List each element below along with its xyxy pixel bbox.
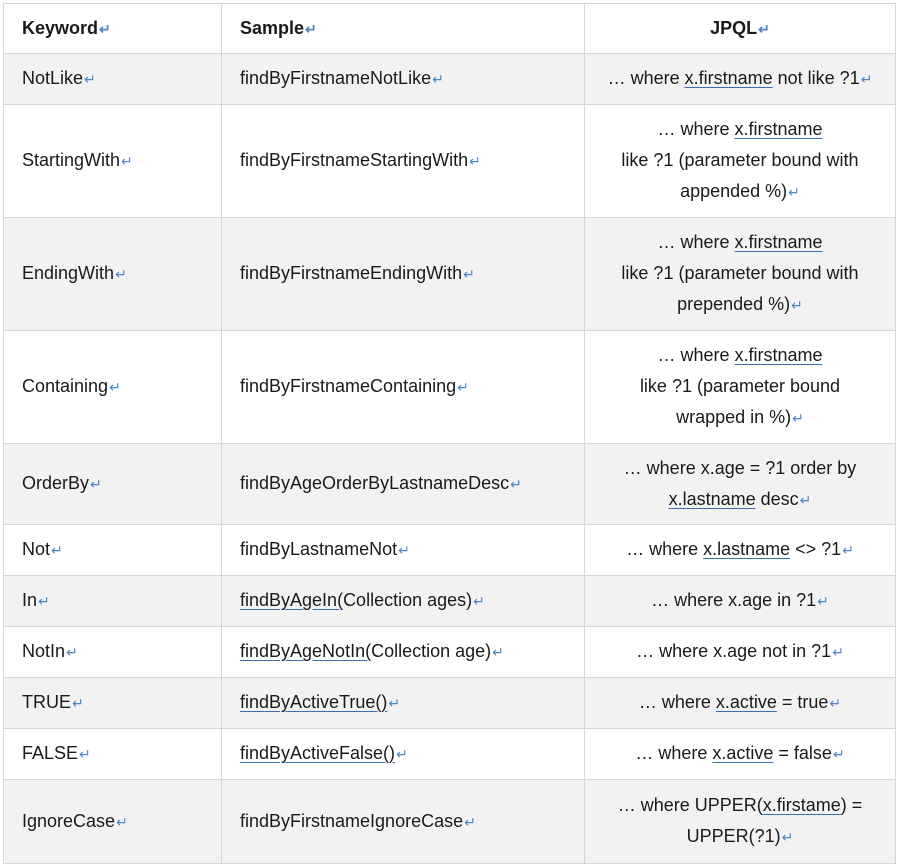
sample-cell: findByFirstnameContaining↵ [222, 331, 585, 444]
jpql-cell: … where x.age = ?1 order by x.lastname desc↵ [585, 444, 896, 525]
return-mark-icon: ↵ [115, 266, 127, 282]
keyword-cell: TRUE↵ [4, 678, 222, 729]
return-mark-icon: ↵ [860, 71, 873, 87]
sample-cell: findByActiveFalse()↵ [222, 729, 585, 780]
table-row [4, 331, 896, 444]
return-mark-icon: ↵ [788, 184, 800, 200]
return-mark-icon: ↵ [457, 379, 469, 395]
return-mark-icon: ↵ [473, 593, 485, 609]
return-mark-icon: ↵ [38, 593, 50, 609]
table-row [4, 627, 896, 678]
keyword-cell: StartingWith↵ [4, 105, 222, 218]
sample-cell: findByAgeOrderByLastnameDesc↵ [222, 444, 585, 525]
return-mark-icon: ↵ [432, 71, 444, 87]
jpql-cell: … where x.firstname not like ?1↵ [585, 54, 896, 105]
return-mark-icon: ↵ [832, 746, 845, 762]
return-mark-icon: ↵ [79, 746, 91, 762]
return-mark-icon: ↵ [109, 379, 121, 395]
return-mark-icon: ↵ [464, 813, 476, 830]
table-row [4, 444, 896, 525]
keyword-cell: FALSE↵ [4, 729, 222, 780]
keyword-cell: EndingWith↵ [4, 218, 222, 331]
sample-cell: findByFirstnameStartingWith↵ [222, 105, 585, 218]
return-mark-icon: ↵ [84, 71, 96, 87]
sample-cell: findByLastnameNot↵ [222, 525, 585, 576]
return-mark-icon: ↵ [817, 593, 829, 609]
return-mark-icon: ↵ [51, 542, 63, 558]
jpql-cell: … where x.active = true↵ [585, 678, 896, 729]
keyword-cell: OrderBy↵ [4, 444, 222, 525]
keyword-cell: IgnoreCase↵ [4, 780, 222, 864]
table-row [4, 729, 896, 780]
jpql-cell: … where UPPER(x.firstame) = UPPER(?1)↵ [585, 780, 896, 864]
sample-cell: findByAgeIn(Collection ages)↵ [222, 576, 585, 627]
header-sample: Sample↵ [222, 4, 585, 54]
return-mark-icon: ↵ [829, 695, 842, 711]
jpql-cell: … where x.firstname like ?1 (parameter bound wrapped in %)↵ [585, 331, 896, 444]
return-mark-icon: ↵ [305, 20, 317, 37]
sample-cell: findByAgeNotIn(Collection age)↵ [222, 627, 585, 678]
return-mark-icon: ↵ [398, 542, 410, 558]
return-mark-icon: ↵ [99, 20, 111, 37]
keyword-cell: NotLike↵ [4, 54, 222, 105]
table-row [4, 525, 896, 576]
return-mark-icon: ↵ [116, 813, 128, 830]
return-mark-icon: ↵ [792, 410, 804, 426]
jpql-cell: … where x.lastname <> ?1↵ [585, 525, 896, 576]
jpql-cell: … where x.age not in ?1↵ [585, 627, 896, 678]
sample-cell: findByFirstnameNotLike↵ [222, 54, 585, 105]
return-mark-icon: ↵ [388, 695, 401, 711]
return-mark-icon: ↵ [66, 644, 78, 660]
return-mark-icon: ↵ [72, 695, 84, 711]
header-keyword: Keyword↵ [4, 4, 222, 54]
keyword-table [3, 3, 896, 864]
table-row [4, 54, 896, 105]
keyword-cell: In↵ [4, 576, 222, 627]
return-mark-icon: ↵ [758, 20, 770, 37]
keyword-cell: NotIn↵ [4, 627, 222, 678]
return-mark-icon: ↵ [510, 476, 522, 492]
jpql-cell: … where x.firstname like ?1 (parameter bound with appended %)↵ [585, 105, 896, 218]
sample-cell: findByFirstnameEndingWith↵ [222, 218, 585, 331]
sample-cell: findByFirstnameIgnoreCase↵ [222, 780, 585, 864]
return-mark-icon: ↵ [121, 153, 133, 169]
return-mark-icon: ↵ [396, 746, 408, 762]
return-mark-icon: ↵ [832, 644, 844, 660]
return-mark-icon: ↵ [781, 829, 794, 845]
table-row [4, 576, 896, 627]
jpql-cell: … where x.active = false↵ [585, 729, 896, 780]
table-row [4, 105, 896, 218]
sample-cell: findByActiveTrue()↵ [222, 678, 585, 729]
keyword-cell: Containing↵ [4, 331, 222, 444]
table-row [4, 780, 896, 864]
keyword-cell: Not↵ [4, 525, 222, 576]
return-mark-icon: ↵ [492, 644, 504, 660]
table-row [4, 678, 896, 729]
return-mark-icon: ↵ [469, 153, 481, 169]
return-mark-icon: ↵ [799, 491, 812, 508]
return-mark-icon: ↵ [463, 266, 475, 282]
header-row [4, 4, 896, 54]
header-jpql: JPQL↵ [585, 4, 896, 54]
return-mark-icon: ↵ [791, 297, 803, 313]
table-row [4, 218, 896, 331]
jpql-cell: … where x.firstname like ?1 (parameter bound with prepended %)↵ [585, 218, 896, 331]
jpql-cell: … where x.age in ?1↵ [585, 576, 896, 627]
return-mark-icon: ↵ [842, 542, 854, 558]
return-mark-icon: ↵ [90, 476, 102, 492]
